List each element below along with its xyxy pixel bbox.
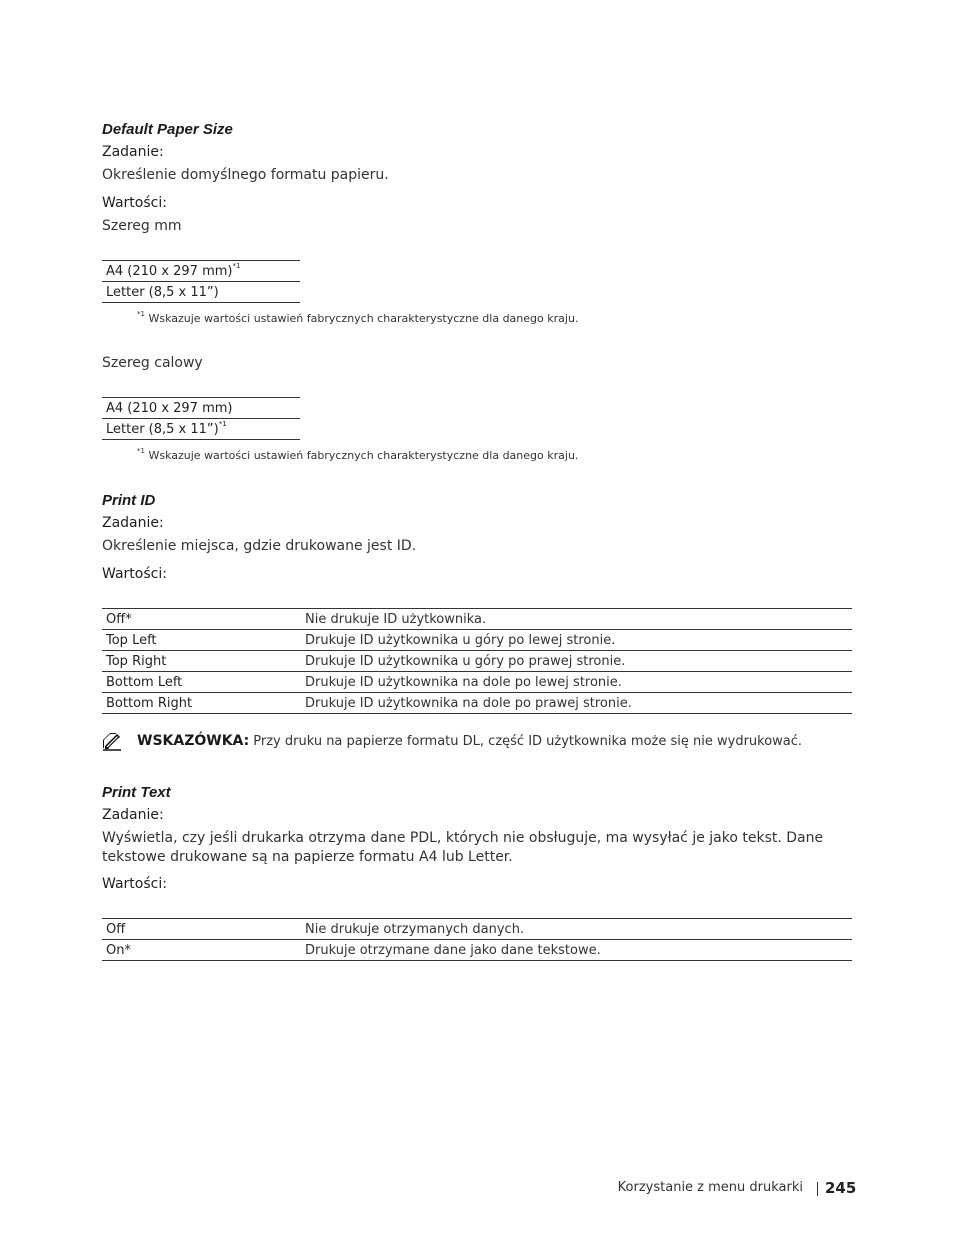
value-cell: Off* (102, 609, 301, 630)
values-label: Wartości: (102, 566, 167, 582)
table-row (102, 261, 300, 282)
table-row (102, 651, 852, 672)
task-label: Zadanie: (102, 515, 164, 531)
description-cell: Nie drukuje otrzymanych danych. (301, 919, 852, 940)
description-cell: Drukuje ID użytkownika na dole po prawej stronie. (301, 693, 852, 714)
table-row (102, 630, 852, 651)
footnote: $^{*1}$ Wskazuje wartości ustawień fabrycznych charakterystyczne dla danego kraju. (137, 310, 579, 325)
print-id-values-table (102, 608, 852, 714)
value-cell: A4 (210 x 297 mm)$^{*1}$ (102, 261, 300, 282)
table-row (102, 398, 300, 419)
value-cell: Letter (8,5 x 11”) (102, 282, 300, 303)
section-title-print-id: Print ID (102, 492, 156, 509)
mm-series-label: Szereg mm (102, 218, 182, 234)
value-cell: Bottom Right (102, 693, 301, 714)
section-title-print-text: Print Text (102, 784, 171, 801)
task-text: Wyświetla, czy jeśli drukarka otrzyma dane PDL, których nie obsługuje, ma wysyłać je jako tekst. Dane tekstowe drukowane są na papierze formatu A4 lub Letter. (102, 830, 824, 865)
value-cell: Bottom Left (102, 672, 301, 693)
task-label: Zadanie: (102, 144, 164, 160)
description-cell: Drukuje ID użytkownika u góry po lewej stronie. (301, 630, 852, 651)
value-cell: Letter (8,5 x 11”)$^{*1}$ (102, 419, 300, 440)
section-title-default-paper-size: Default Paper Size (102, 121, 233, 138)
value-cell: A4 (210 x 297 mm) (102, 398, 300, 419)
inch-series-label: Szereg calowy (102, 355, 203, 371)
value-cell: Top Right (102, 651, 301, 672)
footer-section-name: Korzystanie z menu drukarki (617, 1180, 803, 1195)
table-row (102, 693, 852, 714)
pencil-note-icon (102, 731, 122, 755)
description-cell: Drukuje ID użytkownika na dole po lewej stronie. (301, 672, 852, 693)
footer-separator (817, 1182, 818, 1196)
description-cell: Drukuje otrzymane dane jako dane tekstowe. (301, 940, 852, 961)
table-row (102, 919, 852, 940)
task-label: Zadanie: (102, 807, 164, 823)
values-label: Wartości: (102, 876, 167, 892)
value-cell: On* (102, 940, 301, 961)
print-text-values-table (102, 918, 852, 961)
value-cell: Off (102, 919, 301, 940)
table-row (102, 282, 300, 303)
value-cell: Top Left (102, 630, 301, 651)
description-cell: Nie drukuje ID użytkownika. (301, 609, 852, 630)
mm-series-table (102, 260, 300, 303)
table-row (102, 672, 852, 693)
values-label: Wartości: (102, 195, 167, 211)
description-cell: Drukuje ID użytkownika u góry po prawej stronie. (301, 651, 852, 672)
page-number: 245 (825, 1179, 857, 1197)
task-text: Określenie miejsca, gdzie drukowane jest ID. (102, 538, 417, 554)
footnote: $^{*1}$ Wskazuje wartości ustawień fabrycznych charakterystyczne dla danego kraju. (137, 447, 579, 462)
note-text: Przy druku na papierze formatu DL, część ID użytkownika może się nie wydrukować. (253, 734, 803, 749)
note-label: WSKAZÓWKA: (137, 733, 250, 749)
task-text: Określenie domyślnego formatu papieru. (102, 167, 389, 183)
table-row (102, 940, 852, 961)
inch-series-table (102, 397, 300, 440)
note (137, 733, 802, 749)
table-row (102, 609, 852, 630)
table-row (102, 419, 300, 440)
